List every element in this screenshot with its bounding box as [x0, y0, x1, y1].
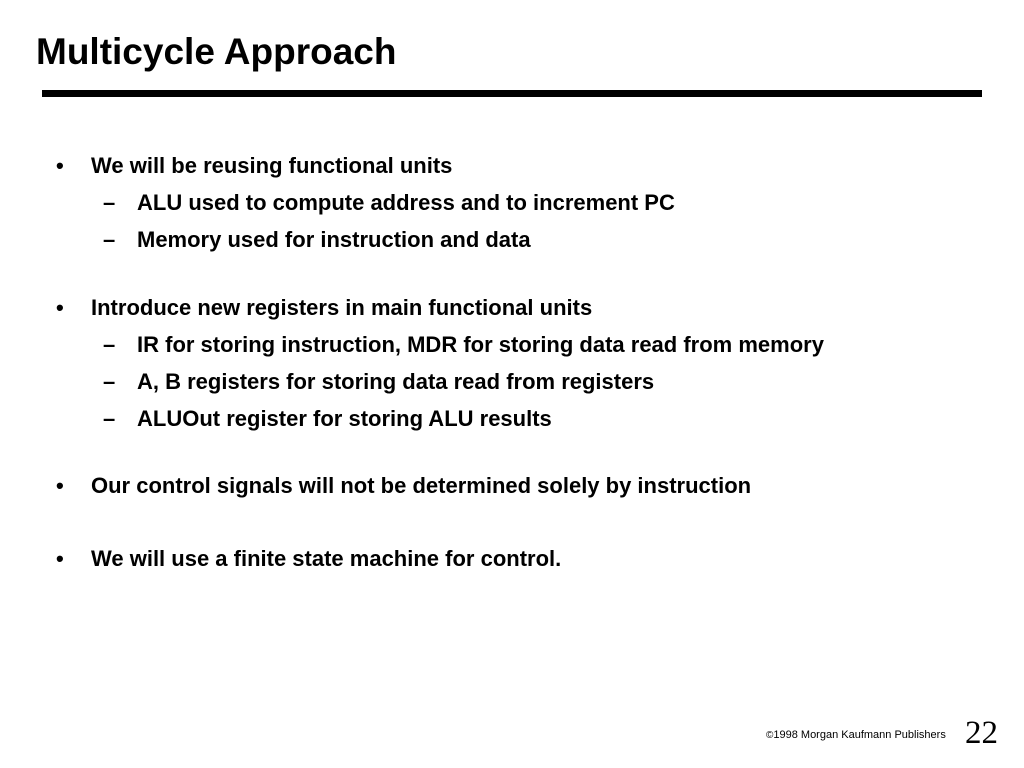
- bullet-text: We will be reusing functional units: [91, 153, 453, 178]
- bullet-text: We will use a finite state machine for control.: [91, 546, 562, 571]
- bullet-marker: •: [56, 153, 64, 178]
- sub-bullet-text: ALUOut register for storing ALU results: [137, 406, 552, 431]
- copyright-notice: [766, 728, 946, 743]
- copyright-icon: ©: [766, 730, 774, 741]
- dash-marker: –: [103, 369, 116, 394]
- dash-marker: –: [103, 332, 116, 357]
- bullet-text: Our control signals will not be determined solely by instruction: [91, 473, 752, 498]
- copyright-text: 1998 Morgan Kaufmann Publishers: [773, 729, 946, 741]
- bullet-marker: •: [56, 546, 64, 571]
- sub-bullet-text: A, B registers for storing data read from registers: [137, 369, 655, 394]
- dash-marker: –: [103, 190, 116, 215]
- slide-title: Multicycle Approach: [36, 31, 397, 72]
- sub-bullet-text: ALU used to compute address and to increment PC: [137, 190, 675, 215]
- title-divider: [42, 90, 982, 97]
- dash-marker: –: [103, 227, 116, 252]
- page-number: 22: [965, 715, 998, 751]
- bullet-text: Introduce new registers in main functional units: [91, 295, 593, 320]
- dash-marker: –: [103, 406, 116, 431]
- sub-bullet-text: Memory used for instruction and data: [137, 227, 531, 252]
- sub-bullet-text: IR for storing instruction, MDR for storing data read from memory: [137, 332, 824, 357]
- bullet-marker: •: [56, 295, 64, 320]
- bullet-marker: •: [56, 473, 64, 498]
